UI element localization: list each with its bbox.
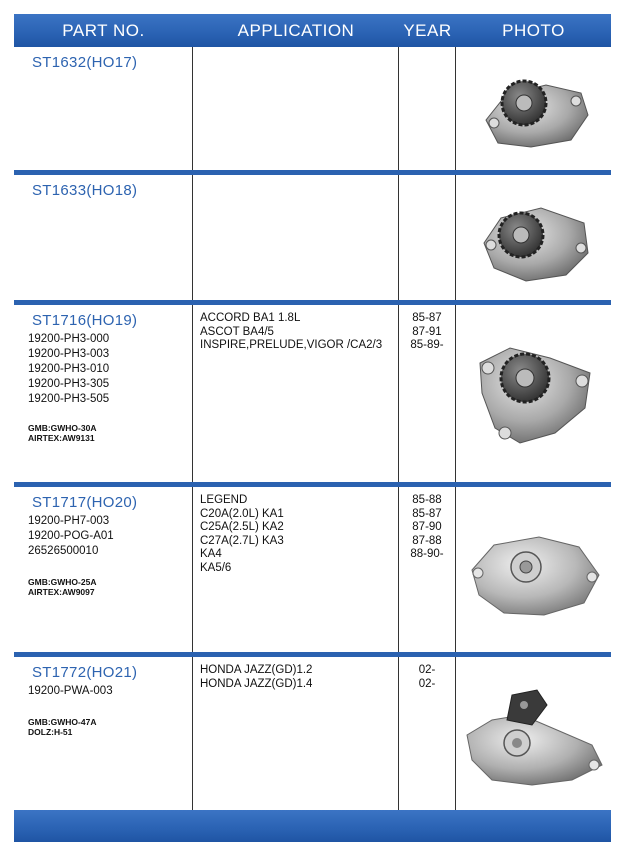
water-pump-photo-icon [470,333,600,453]
oem-number: 19200-PH3-305 [28,378,110,390]
oem-number: 19200-PH3-000 [28,333,110,345]
application-cell [193,487,399,652]
application-cell [193,47,399,170]
cross-reference: GMB:GWHO-47A [28,717,97,727]
photo-cell [456,657,611,810]
application-cell [193,175,399,300]
year-cell [399,175,456,300]
application-entry: C20A(2.0L) KA1 [200,507,284,520]
table-row [14,170,611,300]
cross-reference: AIRTEX:AW9097 [28,587,95,597]
oem-number: 19200-PH7-003 [28,515,110,527]
year-entry: 85-87 [412,507,442,520]
oem-number: 19200-POG-A01 [28,530,114,542]
header-part-no: PART NO. [62,20,145,40]
photo-cell [456,175,611,300]
cross-reference-list [14,717,192,737]
year-entry: 87-90 [412,521,442,533]
application-entry: LEGEND [200,494,248,506]
application-entry: HONDA JAZZ(GD)1.4 [200,677,313,690]
oem-number-list [14,514,192,559]
year-entry: 87-88 [412,534,442,547]
application-entry: ACCORD BA1 1.8L [200,312,301,324]
year-entry: 88-90- [410,548,444,560]
table-row [14,300,611,482]
application-entry: ASCOT BA4/5 [200,325,274,338]
table-footer-bar [14,810,611,842]
year-cell [399,487,456,652]
year-entry: 02- [418,664,436,676]
application-entry: C27A(2.7L) KA3 [200,534,284,547]
oem-number: 19200-PH3-010 [28,363,110,375]
cross-reference-list [14,577,192,597]
year-entry: 85-87 [412,312,442,324]
photo-cell [456,305,611,482]
application-cell [193,657,399,810]
parts-catalog-page [14,14,611,842]
part-cell [14,657,193,810]
part-cell [14,305,193,482]
photo-cell [456,487,611,652]
year-cell [399,657,456,810]
application-cell [193,305,399,482]
water-pump-photo-icon [464,525,604,625]
header-application: APPLICATION [237,20,355,40]
part-number: ST1772(HO21) [32,664,138,681]
part-number: ST1633(HO18) [32,182,138,199]
oem-number: 19200-PH3-003 [28,348,110,360]
photo-cell [456,47,611,170]
table-row [14,47,611,170]
application-entry: HONDA JAZZ(GD)1.2 [200,664,313,676]
cross-reference: GMB:GWHO-30A [28,423,97,433]
part-number: ST1717(HO20) [32,494,138,511]
water-pump-photo-icon [476,65,596,155]
year-entry: 85-89- [410,339,444,351]
oem-number: 19200-PH3-505 [28,393,110,405]
year-entry: 02- [418,677,436,690]
year-entry: 87-91 [412,325,442,338]
header-year: YEAR [403,20,452,40]
oem-number: 26526500010 [28,545,99,557]
year-entry: 85-88 [412,494,442,506]
oem-number-list [14,684,192,699]
header-photo: PHOTO [502,20,565,40]
application-entry: INSPIRE,PRELUDE,VIGOR /CA2/3 [200,339,383,351]
cross-reference: GMB:GWHO-25A [28,577,97,587]
cross-reference-list [14,423,192,443]
application-entry: KA4 [200,548,222,560]
part-number: ST1632(HO17) [32,54,138,71]
table-row [14,652,611,810]
cross-reference: DOLZ:H-51 [28,727,73,737]
year-cell [399,47,456,170]
oem-number-list [14,332,192,407]
application-entry: KA5/6 [200,561,232,574]
table-row [14,482,611,652]
water-pump-photo-icon [476,193,596,288]
part-cell [14,175,193,300]
part-cell [14,487,193,652]
water-pump-photo-icon [462,685,607,795]
part-number: ST1716(HO19) [32,312,138,329]
part-cell [14,47,193,170]
application-entry: C25A(2.5L) KA2 [200,521,284,533]
cross-reference: AIRTEX:AW9131 [28,433,95,443]
oem-number: 19200-PWA-003 [28,685,113,697]
table-header [14,14,611,47]
year-cell [399,305,456,482]
